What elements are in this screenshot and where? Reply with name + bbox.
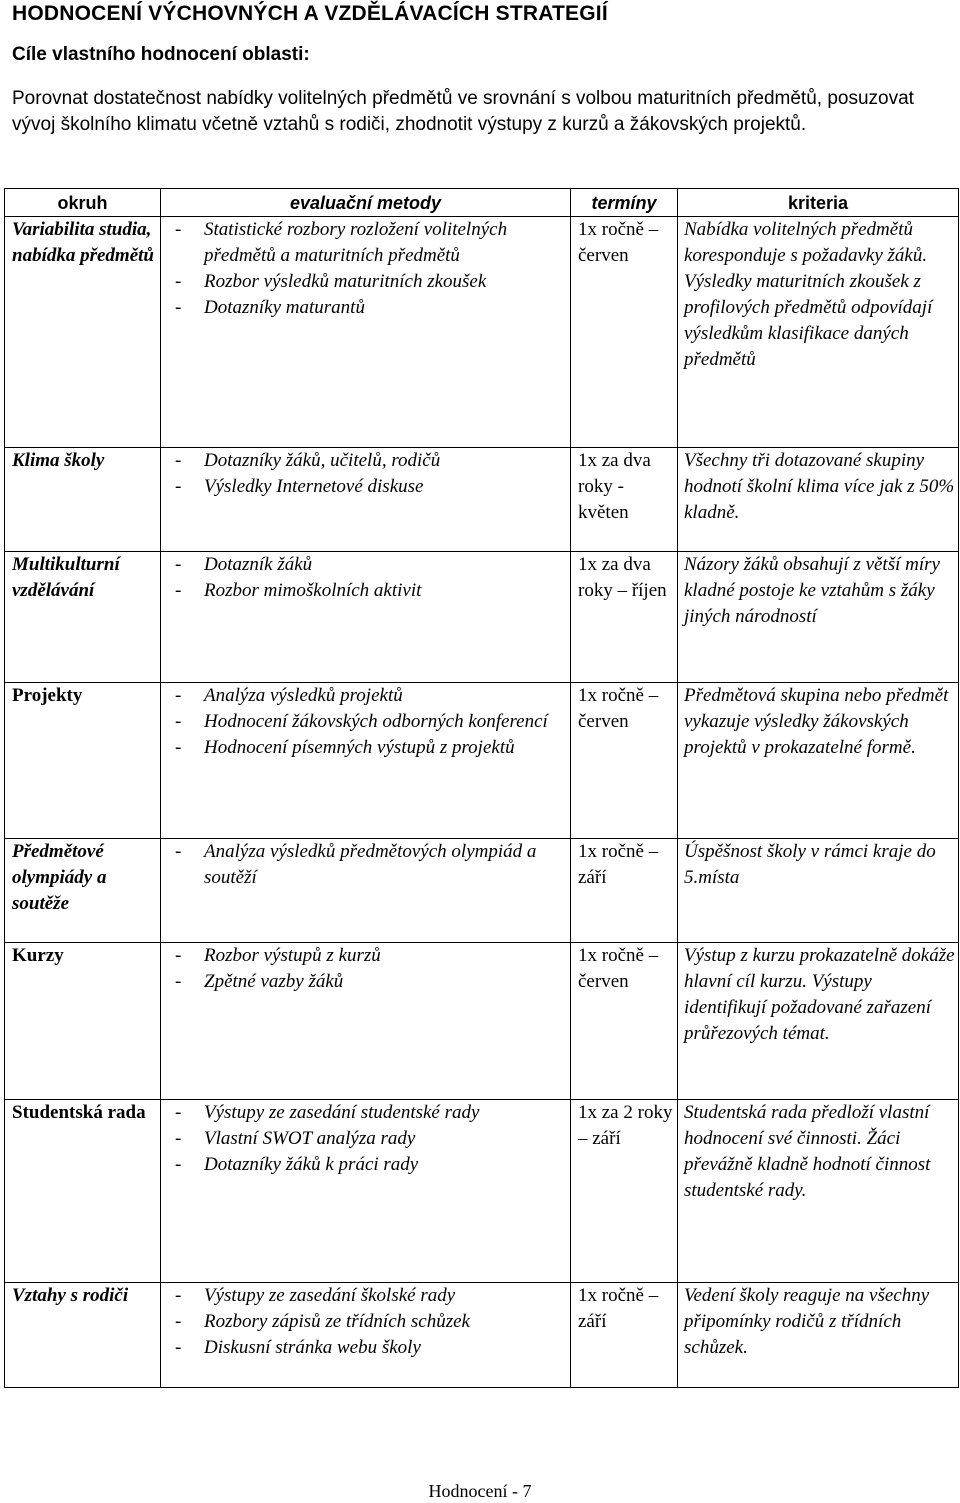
term-cell [571,1283,678,1388]
term-cell [571,839,678,943]
methods-cell [161,552,571,683]
method-item: - Dotazníky žáků, učitelů, rodičů [175,448,568,474]
methods-cell [161,839,571,943]
criteria-text: Vedení školy reaguje na všechny připomínky rodičů z třídních schůzek. [684,1285,930,1358]
header-terms: termíny [571,189,678,217]
header-methods: evaluační metody [161,189,571,217]
page-footer: Hodnocení - 7 [428,1481,532,1501]
okruh-text: Multikulturní vzdělávání [12,554,120,601]
term-cell [571,448,678,552]
okruh-cell [5,943,161,1100]
method-item: - Vlastní SWOT analýza rady [175,1126,568,1152]
criteria-text: Výstup z kurzu prokazatelně dokáže hlavní cíl kurzu. Výstupy identifikují požadované zařazení průřezových témat. [684,945,955,1044]
term-text: 1x ročně – červen [578,945,659,992]
header-okruh: okruh [5,189,161,217]
methods-cell [161,683,571,839]
okruh-cell [5,683,161,839]
criteria-text: Studentská rada předloží vlastní hodnocení své činnosti. Žáci převážně kladně hodnotí činnost studentské rady. [684,1102,931,1201]
criteria-cell [678,448,959,552]
okruh-text: Variabilita studia, nabídka předmětů [12,219,154,266]
goals-text: Porovnat dostatečnost nabídky volitelných předmětů ve srovnání s volbou maturitních předmětů, posuzovat vývoj školního klimatu včetně vztahů s rodiči, zhodnotit výstupy z kurzů a žákovských projektů. [12,88,914,135]
criteria-cell [678,1100,959,1283]
method-item: - Výstupy ze zasedání školské rady [175,1283,568,1309]
method-item: - Analýza výsledků projektů [175,683,568,709]
criteria-text: Úspěšnost školy v rámci kraje do 5.místa [684,841,936,888]
term-cell [571,552,678,683]
okruh-cell [5,217,161,448]
okruh-text: Předmětové olympiády a soutěže [12,841,107,914]
table-row [5,217,959,448]
okruh-cell [5,552,161,683]
method-item: - Hodnocení písemných výstupů z projektů [175,735,568,761]
table-row [5,943,959,1100]
criteria-cell [678,839,959,943]
okruh-text: Vztahy s rodiči [12,1285,129,1306]
criteria-cell [678,1283,959,1388]
method-item: - Dotazníky žáků k práci rady [175,1152,568,1178]
criteria-text: Nabídka volitelných předmětů koresponduje s požadavky žáků. Výsledky maturitních zkoušek z profilových předmětů odpovídají výsledkům klasifikace daných předmětů [684,219,933,370]
table-row [5,1100,959,1283]
method-item: - Analýza výsledků předmětových olympiád a soutěží [175,839,568,891]
criteria-text: Předmětová skupina nebo předmět vykazuje výsledky žákovských projektů v prokazatelné formě. [684,685,949,758]
methods-cell [161,448,571,552]
method-item: - Statistické rozbory rozložení volitelných předmětů a maturitních předmětů [175,217,568,269]
method-item: - Dotazníky maturantů [175,295,568,321]
method-item: - Výsledky Internetové diskuse [175,474,568,500]
term-text: 1x za 2 roky – září [578,1102,673,1149]
term-cell [571,217,678,448]
okruh-text: Studentská rada [12,1102,146,1123]
okruh-text: Kurzy [12,945,64,966]
table-row [5,1283,959,1388]
table-row [5,448,959,552]
criteria-cell [678,683,959,839]
evaluation-table [4,188,959,1388]
term-text: 1x ročně – červen [578,219,659,266]
table-header-row [5,189,959,217]
header-criteria: kriteria [678,189,959,217]
term-cell [571,943,678,1100]
method-item: - Zpětné vazby žáků [175,969,568,995]
criteria-cell [678,217,959,448]
term-cell [571,1100,678,1283]
method-item: - Hodnocení žákovských odborných konferencí [175,709,568,735]
table-row [5,683,959,839]
okruh-text: Klima školy [12,450,105,471]
term-cell [571,683,678,839]
methods-cell [161,1283,571,1388]
method-item: - Diskusní stránka webu školy [175,1335,568,1361]
criteria-cell [678,943,959,1100]
term-text: 1x za dva roky – říjen [578,554,667,601]
term-text: 1x ročně – září [578,1285,659,1332]
okruh-cell [5,839,161,943]
methods-cell [161,1100,571,1283]
okruh-text: Projekty [12,685,83,706]
okruh-cell [5,1283,161,1388]
method-item: - Rozbor výsledků maturitních zkoušek [175,269,568,295]
criteria-cell [678,552,959,683]
goals-heading: Cíle vlastního hodnocení oblasti: [12,44,310,65]
methods-cell [161,217,571,448]
page-title: HODNOCENÍ VÝCHOVNÝCH A VZDĚLÁVACÍCH STRATEGIÍ [12,2,608,25]
table-row [5,552,959,683]
term-text: 1x za dva roky - květen [578,450,651,523]
term-text: 1x ročně – červen [578,685,659,732]
method-item: - Výstupy ze zasedání studentské rady [175,1100,568,1126]
method-item: - Rozbor mimoškolních aktivit [175,578,568,604]
criteria-text: Názory žáků obsahují z větší míry kladné postoje ke vztahům s žáky jiných národností [684,554,940,627]
okruh-cell [5,1100,161,1283]
criteria-text: Všechny tři dotazované skupiny hodnotí školní klima více jak z 50% kladně. [684,450,955,523]
method-item: - Dotazník žáků [175,552,568,578]
method-item: - Rozbor výstupů z kurzů [175,943,568,969]
table-row [5,839,959,943]
methods-cell [161,943,571,1100]
method-item: - Rozbory zápisů ze třídních schůzek [175,1309,568,1335]
term-text: 1x ročně – září [578,841,659,888]
okruh-cell [5,448,161,552]
